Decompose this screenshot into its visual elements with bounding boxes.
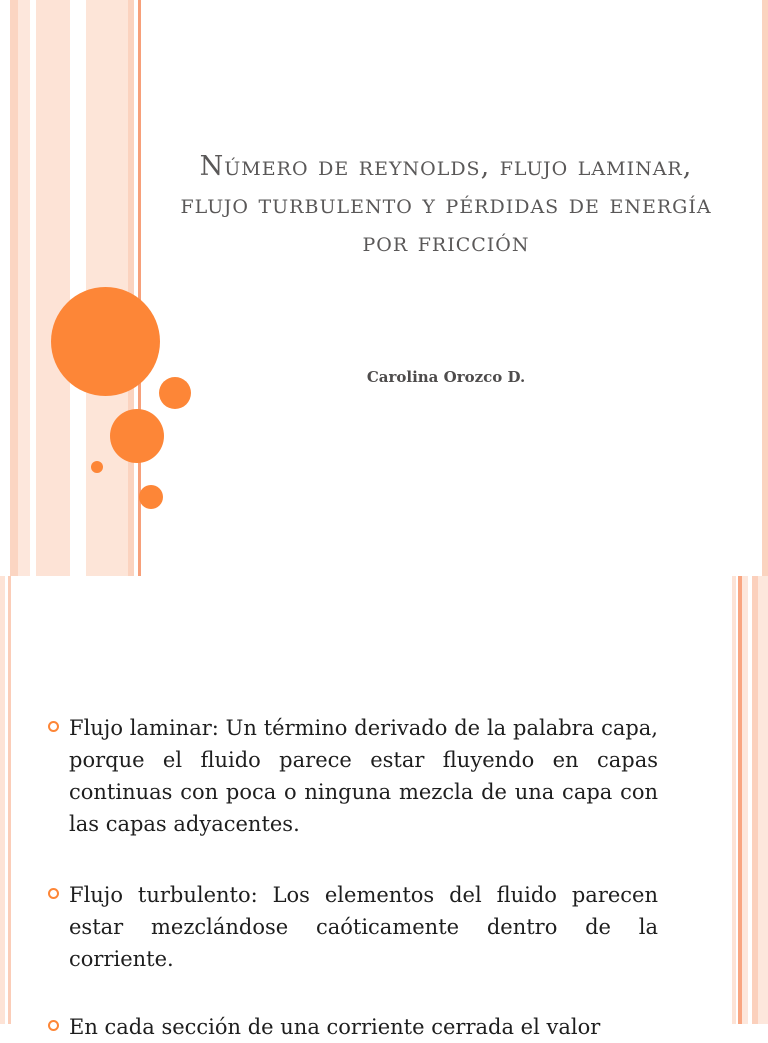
medium-circle-decoration	[110, 409, 164, 463]
left-decorative-band	[10, 0, 144, 576]
left-decorative-band	[0, 576, 14, 1024]
bullet-text: Flujo turbulento: Los elementos del fluido parecen estar mezclándose caóticamente dentro de la corriente.	[69, 883, 658, 971]
bullet-laminar-flow	[48, 712, 658, 840]
right-decorative-band	[762, 0, 768, 576]
small-circle-decoration-2	[139, 485, 163, 509]
tiny-circle-decoration	[91, 461, 103, 473]
bullet-circle-icon	[48, 1020, 59, 1031]
large-circle-decoration	[51, 287, 160, 396]
presentation-title: Número de reynolds, flujo laminar, flujo turbulento y pérdidas de energía por fricción	[180, 151, 712, 258]
bullet-text: Flujo laminar: Un término derivado de la palabra capa, porque el fluido parece estar fluyendo en capas continuas con poca o ninguna mezcla de una capa con las capas adyacentes.	[69, 716, 658, 836]
bullet-circle-icon	[48, 888, 59, 899]
right-decorative-band	[732, 576, 768, 1024]
bullet-turbulent-flow	[48, 879, 658, 975]
bullet-section-value	[48, 1011, 658, 1043]
bullet-circle-icon	[48, 721, 59, 732]
bullet-text: En cada sección de una corriente cerrada el valor	[69, 1015, 601, 1039]
author-name: Carolina Orozco D.	[366, 368, 526, 386]
content-slide	[0, 576, 768, 1039]
